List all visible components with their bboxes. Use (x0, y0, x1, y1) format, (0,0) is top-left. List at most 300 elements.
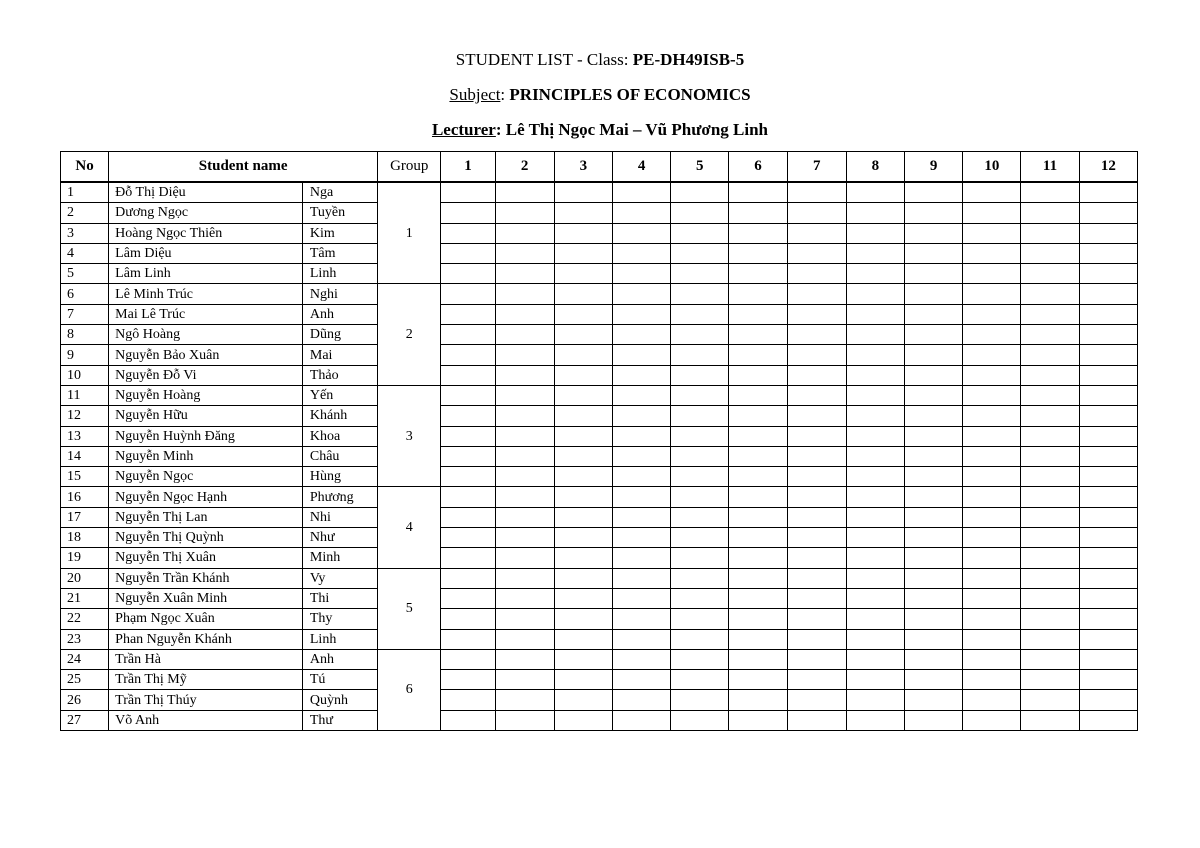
attendance-cell[interactable] (963, 385, 1021, 405)
attendance-cell[interactable] (846, 223, 904, 243)
attendance-cell[interactable] (905, 588, 963, 608)
attendance-cell[interactable] (612, 609, 670, 629)
attendance-cell[interactable] (441, 649, 495, 669)
attendance-cell[interactable] (846, 548, 904, 568)
attendance-cell[interactable] (846, 507, 904, 527)
attendance-cell[interactable] (787, 609, 846, 629)
attendance-cell[interactable] (671, 284, 729, 304)
attendance-cell[interactable] (1079, 690, 1137, 710)
attendance-cell[interactable] (1079, 467, 1137, 487)
attendance-cell[interactable] (612, 649, 670, 669)
attendance-cell[interactable] (671, 345, 729, 365)
attendance-cell[interactable] (787, 406, 846, 426)
attendance-cell[interactable] (612, 568, 670, 588)
attendance-cell[interactable] (495, 365, 554, 385)
attendance-cell[interactable] (554, 609, 612, 629)
attendance-cell[interactable] (905, 223, 963, 243)
attendance-cell[interactable] (905, 182, 963, 203)
attendance-cell[interactable] (1079, 629, 1137, 649)
attendance-cell[interactable] (441, 325, 495, 345)
attendance-cell[interactable] (963, 182, 1021, 203)
attendance-cell[interactable] (1021, 690, 1079, 710)
attendance-cell[interactable] (554, 325, 612, 345)
attendance-cell[interactable] (612, 243, 670, 263)
attendance-cell[interactable] (495, 568, 554, 588)
attendance-cell[interactable] (612, 588, 670, 608)
attendance-cell[interactable] (1021, 406, 1079, 426)
attendance-cell[interactable] (495, 284, 554, 304)
attendance-cell[interactable] (1079, 203, 1137, 223)
attendance-cell[interactable] (612, 528, 670, 548)
attendance-cell[interactable] (729, 264, 787, 284)
attendance-cell[interactable] (671, 690, 729, 710)
attendance-cell[interactable] (846, 467, 904, 487)
attendance-cell[interactable] (846, 629, 904, 649)
attendance-cell[interactable] (905, 609, 963, 629)
attendance-cell[interactable] (612, 385, 670, 405)
attendance-cell[interactable] (671, 629, 729, 649)
attendance-cell[interactable] (787, 528, 846, 548)
attendance-cell[interactable] (554, 487, 612, 507)
attendance-cell[interactable] (554, 629, 612, 649)
attendance-cell[interactable] (612, 548, 670, 568)
attendance-cell[interactable] (612, 325, 670, 345)
attendance-cell[interactable] (554, 548, 612, 568)
attendance-cell[interactable] (729, 426, 787, 446)
attendance-cell[interactable] (495, 325, 554, 345)
attendance-cell[interactable] (905, 467, 963, 487)
attendance-cell[interactable] (729, 609, 787, 629)
attendance-cell[interactable] (963, 243, 1021, 263)
attendance-cell[interactable] (1079, 446, 1137, 466)
attendance-cell[interactable] (441, 467, 495, 487)
attendance-cell[interactable] (729, 345, 787, 365)
attendance-cell[interactable] (787, 243, 846, 263)
attendance-cell[interactable] (495, 304, 554, 324)
attendance-cell[interactable] (671, 649, 729, 669)
attendance-cell[interactable] (787, 264, 846, 284)
attendance-cell[interactable] (729, 690, 787, 710)
attendance-cell[interactable] (846, 426, 904, 446)
attendance-cell[interactable] (441, 365, 495, 385)
attendance-cell[interactable] (729, 568, 787, 588)
attendance-cell[interactable] (554, 223, 612, 243)
attendance-cell[interactable] (846, 446, 904, 466)
attendance-cell[interactable] (729, 588, 787, 608)
attendance-cell[interactable] (963, 406, 1021, 426)
attendance-cell[interactable] (1079, 568, 1137, 588)
attendance-cell[interactable] (729, 325, 787, 345)
attendance-cell[interactable] (671, 385, 729, 405)
attendance-cell[interactable] (1021, 670, 1079, 690)
attendance-cell[interactable] (963, 548, 1021, 568)
attendance-cell[interactable] (495, 264, 554, 284)
attendance-cell[interactable] (554, 182, 612, 203)
attendance-cell[interactable] (1079, 345, 1137, 365)
attendance-cell[interactable] (729, 223, 787, 243)
attendance-cell[interactable] (1079, 649, 1137, 669)
attendance-cell[interactable] (905, 710, 963, 730)
attendance-cell[interactable] (846, 487, 904, 507)
attendance-cell[interactable] (1021, 507, 1079, 527)
attendance-cell[interactable] (441, 406, 495, 426)
attendance-cell[interactable] (729, 243, 787, 263)
attendance-cell[interactable] (1079, 223, 1137, 243)
attendance-cell[interactable] (554, 203, 612, 223)
attendance-cell[interactable] (963, 507, 1021, 527)
attendance-cell[interactable] (671, 426, 729, 446)
attendance-cell[interactable] (1021, 568, 1079, 588)
attendance-cell[interactable] (846, 385, 904, 405)
attendance-cell[interactable] (495, 426, 554, 446)
attendance-cell[interactable] (905, 203, 963, 223)
attendance-cell[interactable] (495, 548, 554, 568)
attendance-cell[interactable] (441, 446, 495, 466)
attendance-cell[interactable] (671, 182, 729, 203)
attendance-cell[interactable] (495, 507, 554, 527)
attendance-cell[interactable] (495, 528, 554, 548)
attendance-cell[interactable] (787, 710, 846, 730)
attendance-cell[interactable] (1021, 243, 1079, 263)
attendance-cell[interactable] (1021, 385, 1079, 405)
attendance-cell[interactable] (905, 507, 963, 527)
attendance-cell[interactable] (1079, 507, 1137, 527)
attendance-cell[interactable] (905, 385, 963, 405)
attendance-cell[interactable] (612, 467, 670, 487)
attendance-cell[interactable] (441, 345, 495, 365)
attendance-cell[interactable] (612, 690, 670, 710)
attendance-cell[interactable] (1021, 528, 1079, 548)
attendance-cell[interactable] (787, 304, 846, 324)
attendance-cell[interactable] (1079, 548, 1137, 568)
attendance-cell[interactable] (787, 223, 846, 243)
attendance-cell[interactable] (787, 649, 846, 669)
attendance-cell[interactable] (612, 304, 670, 324)
attendance-cell[interactable] (671, 528, 729, 548)
attendance-cell[interactable] (905, 446, 963, 466)
attendance-cell[interactable] (612, 345, 670, 365)
attendance-cell[interactable] (554, 649, 612, 669)
attendance-cell[interactable] (787, 467, 846, 487)
attendance-cell[interactable] (1021, 588, 1079, 608)
attendance-cell[interactable] (787, 548, 846, 568)
attendance-cell[interactable] (729, 304, 787, 324)
attendance-cell[interactable] (787, 507, 846, 527)
attendance-cell[interactable] (495, 670, 554, 690)
attendance-cell[interactable] (1021, 365, 1079, 385)
attendance-cell[interactable] (846, 203, 904, 223)
attendance-cell[interactable] (495, 690, 554, 710)
attendance-cell[interactable] (495, 609, 554, 629)
attendance-cell[interactable] (729, 670, 787, 690)
attendance-cell[interactable] (671, 406, 729, 426)
attendance-cell[interactable] (905, 264, 963, 284)
attendance-cell[interactable] (905, 528, 963, 548)
attendance-cell[interactable] (905, 670, 963, 690)
attendance-cell[interactable] (441, 690, 495, 710)
attendance-cell[interactable] (495, 649, 554, 669)
attendance-cell[interactable] (963, 487, 1021, 507)
attendance-cell[interactable] (963, 649, 1021, 669)
attendance-cell[interactable] (905, 325, 963, 345)
attendance-cell[interactable] (1021, 487, 1079, 507)
attendance-cell[interactable] (495, 243, 554, 263)
attendance-cell[interactable] (671, 365, 729, 385)
attendance-cell[interactable] (729, 528, 787, 548)
attendance-cell[interactable] (787, 629, 846, 649)
attendance-cell[interactable] (963, 588, 1021, 608)
attendance-cell[interactable] (671, 568, 729, 588)
attendance-cell[interactable] (554, 690, 612, 710)
attendance-cell[interactable] (1021, 629, 1079, 649)
attendance-cell[interactable] (495, 588, 554, 608)
attendance-cell[interactable] (441, 588, 495, 608)
attendance-cell[interactable] (905, 426, 963, 446)
attendance-cell[interactable] (787, 325, 846, 345)
attendance-cell[interactable] (554, 467, 612, 487)
attendance-cell[interactable] (963, 690, 1021, 710)
attendance-cell[interactable] (729, 649, 787, 669)
attendance-cell[interactable] (963, 446, 1021, 466)
attendance-cell[interactable] (671, 548, 729, 568)
attendance-cell[interactable] (787, 203, 846, 223)
attendance-cell[interactable] (554, 264, 612, 284)
attendance-cell[interactable] (441, 710, 495, 730)
attendance-cell[interactable] (495, 385, 554, 405)
attendance-cell[interactable] (1021, 609, 1079, 629)
attendance-cell[interactable] (963, 467, 1021, 487)
attendance-cell[interactable] (846, 649, 904, 669)
attendance-cell[interactable] (441, 548, 495, 568)
attendance-cell[interactable] (963, 284, 1021, 304)
attendance-cell[interactable] (671, 264, 729, 284)
attendance-cell[interactable] (1021, 325, 1079, 345)
attendance-cell[interactable] (963, 528, 1021, 548)
attendance-cell[interactable] (963, 304, 1021, 324)
attendance-cell[interactable] (554, 385, 612, 405)
attendance-cell[interactable] (1021, 446, 1079, 466)
attendance-cell[interactable] (671, 223, 729, 243)
attendance-cell[interactable] (846, 406, 904, 426)
attendance-cell[interactable] (495, 345, 554, 365)
attendance-cell[interactable] (787, 365, 846, 385)
attendance-cell[interactable] (612, 446, 670, 466)
attendance-cell[interactable] (495, 629, 554, 649)
attendance-cell[interactable] (905, 548, 963, 568)
attendance-cell[interactable] (671, 588, 729, 608)
attendance-cell[interactable] (495, 710, 554, 730)
attendance-cell[interactable] (441, 609, 495, 629)
attendance-cell[interactable] (963, 609, 1021, 629)
attendance-cell[interactable] (905, 243, 963, 263)
attendance-cell[interactable] (1021, 467, 1079, 487)
attendance-cell[interactable] (846, 243, 904, 263)
attendance-cell[interactable] (846, 264, 904, 284)
attendance-cell[interactable] (729, 406, 787, 426)
attendance-cell[interactable] (1021, 284, 1079, 304)
attendance-cell[interactable] (846, 670, 904, 690)
attendance-cell[interactable] (671, 304, 729, 324)
attendance-cell[interactable] (441, 528, 495, 548)
attendance-cell[interactable] (787, 690, 846, 710)
attendance-cell[interactable] (787, 385, 846, 405)
attendance-cell[interactable] (671, 203, 729, 223)
attendance-cell[interactable] (441, 568, 495, 588)
attendance-cell[interactable] (1079, 304, 1137, 324)
attendance-cell[interactable] (846, 365, 904, 385)
attendance-cell[interactable] (905, 629, 963, 649)
attendance-cell[interactable] (554, 528, 612, 548)
attendance-cell[interactable] (495, 223, 554, 243)
attendance-cell[interactable] (612, 406, 670, 426)
attendance-cell[interactable] (612, 223, 670, 243)
attendance-cell[interactable] (787, 345, 846, 365)
attendance-cell[interactable] (846, 588, 904, 608)
attendance-cell[interactable] (554, 304, 612, 324)
attendance-cell[interactable] (846, 325, 904, 345)
attendance-cell[interactable] (963, 345, 1021, 365)
attendance-cell[interactable] (905, 345, 963, 365)
attendance-cell[interactable] (671, 446, 729, 466)
attendance-cell[interactable] (787, 568, 846, 588)
attendance-cell[interactable] (729, 487, 787, 507)
attendance-cell[interactable] (729, 284, 787, 304)
attendance-cell[interactable] (1021, 304, 1079, 324)
attendance-cell[interactable] (1079, 609, 1137, 629)
attendance-cell[interactable] (905, 406, 963, 426)
attendance-cell[interactable] (554, 365, 612, 385)
attendance-cell[interactable] (441, 487, 495, 507)
attendance-cell[interactable] (729, 710, 787, 730)
attendance-cell[interactable] (671, 325, 729, 345)
attendance-cell[interactable] (1079, 710, 1137, 730)
attendance-cell[interactable] (495, 467, 554, 487)
attendance-cell[interactable] (787, 426, 846, 446)
attendance-cell[interactable] (441, 426, 495, 446)
attendance-cell[interactable] (612, 487, 670, 507)
attendance-cell[interactable] (1021, 223, 1079, 243)
attendance-cell[interactable] (905, 304, 963, 324)
attendance-cell[interactable] (612, 284, 670, 304)
attendance-cell[interactable] (612, 203, 670, 223)
attendance-cell[interactable] (1079, 365, 1137, 385)
attendance-cell[interactable] (905, 649, 963, 669)
attendance-cell[interactable] (1021, 426, 1079, 446)
attendance-cell[interactable] (1021, 203, 1079, 223)
attendance-cell[interactable] (612, 426, 670, 446)
attendance-cell[interactable] (441, 264, 495, 284)
attendance-cell[interactable] (495, 203, 554, 223)
attendance-cell[interactable] (554, 446, 612, 466)
attendance-cell[interactable] (846, 284, 904, 304)
attendance-cell[interactable] (787, 670, 846, 690)
attendance-cell[interactable] (1079, 182, 1137, 203)
attendance-cell[interactable] (495, 487, 554, 507)
attendance-cell[interactable] (554, 406, 612, 426)
attendance-cell[interactable] (963, 203, 1021, 223)
attendance-cell[interactable] (671, 487, 729, 507)
attendance-cell[interactable] (441, 182, 495, 203)
attendance-cell[interactable] (671, 710, 729, 730)
attendance-cell[interactable] (787, 446, 846, 466)
attendance-cell[interactable] (441, 385, 495, 405)
attendance-cell[interactable] (1021, 345, 1079, 365)
attendance-cell[interactable] (671, 507, 729, 527)
attendance-cell[interactable] (963, 629, 1021, 649)
attendance-cell[interactable] (495, 446, 554, 466)
attendance-cell[interactable] (441, 507, 495, 527)
attendance-cell[interactable] (1079, 325, 1137, 345)
attendance-cell[interactable] (612, 710, 670, 730)
attendance-cell[interactable] (1079, 528, 1137, 548)
attendance-cell[interactable] (846, 528, 904, 548)
attendance-cell[interactable] (671, 467, 729, 487)
attendance-cell[interactable] (905, 284, 963, 304)
attendance-cell[interactable] (612, 670, 670, 690)
attendance-cell[interactable] (787, 487, 846, 507)
attendance-cell[interactable] (963, 264, 1021, 284)
attendance-cell[interactable] (846, 345, 904, 365)
attendance-cell[interactable] (963, 670, 1021, 690)
attendance-cell[interactable] (441, 223, 495, 243)
attendance-cell[interactable] (554, 507, 612, 527)
attendance-cell[interactable] (441, 670, 495, 690)
attendance-cell[interactable] (963, 426, 1021, 446)
attendance-cell[interactable] (554, 670, 612, 690)
attendance-cell[interactable] (1021, 182, 1079, 203)
attendance-cell[interactable] (671, 609, 729, 629)
attendance-cell[interactable] (1021, 264, 1079, 284)
attendance-cell[interactable] (554, 426, 612, 446)
attendance-cell[interactable] (787, 182, 846, 203)
attendance-cell[interactable] (441, 243, 495, 263)
attendance-cell[interactable] (612, 507, 670, 527)
attendance-cell[interactable] (729, 446, 787, 466)
attendance-cell[interactable] (905, 487, 963, 507)
attendance-cell[interactable] (671, 670, 729, 690)
attendance-cell[interactable] (554, 568, 612, 588)
attendance-cell[interactable] (1021, 710, 1079, 730)
attendance-cell[interactable] (612, 629, 670, 649)
attendance-cell[interactable] (554, 243, 612, 263)
attendance-cell[interactable] (1079, 406, 1137, 426)
attendance-cell[interactable] (1079, 487, 1137, 507)
attendance-cell[interactable] (612, 182, 670, 203)
attendance-cell[interactable] (554, 588, 612, 608)
attendance-cell[interactable] (1079, 284, 1137, 304)
attendance-cell[interactable] (1021, 548, 1079, 568)
attendance-cell[interactable] (554, 345, 612, 365)
attendance-cell[interactable] (729, 203, 787, 223)
attendance-cell[interactable] (963, 568, 1021, 588)
attendance-cell[interactable] (441, 629, 495, 649)
attendance-cell[interactable] (846, 304, 904, 324)
attendance-cell[interactable] (612, 264, 670, 284)
attendance-cell[interactable] (963, 365, 1021, 385)
attendance-cell[interactable] (441, 203, 495, 223)
attendance-cell[interactable] (729, 467, 787, 487)
attendance-cell[interactable] (729, 182, 787, 203)
attendance-cell[interactable] (905, 568, 963, 588)
attendance-cell[interactable] (846, 568, 904, 588)
attendance-cell[interactable] (671, 243, 729, 263)
attendance-cell[interactable] (846, 690, 904, 710)
attendance-cell[interactable] (1079, 385, 1137, 405)
attendance-cell[interactable] (1021, 649, 1079, 669)
attendance-cell[interactable] (441, 284, 495, 304)
attendance-cell[interactable] (905, 690, 963, 710)
attendance-cell[interactable] (729, 629, 787, 649)
